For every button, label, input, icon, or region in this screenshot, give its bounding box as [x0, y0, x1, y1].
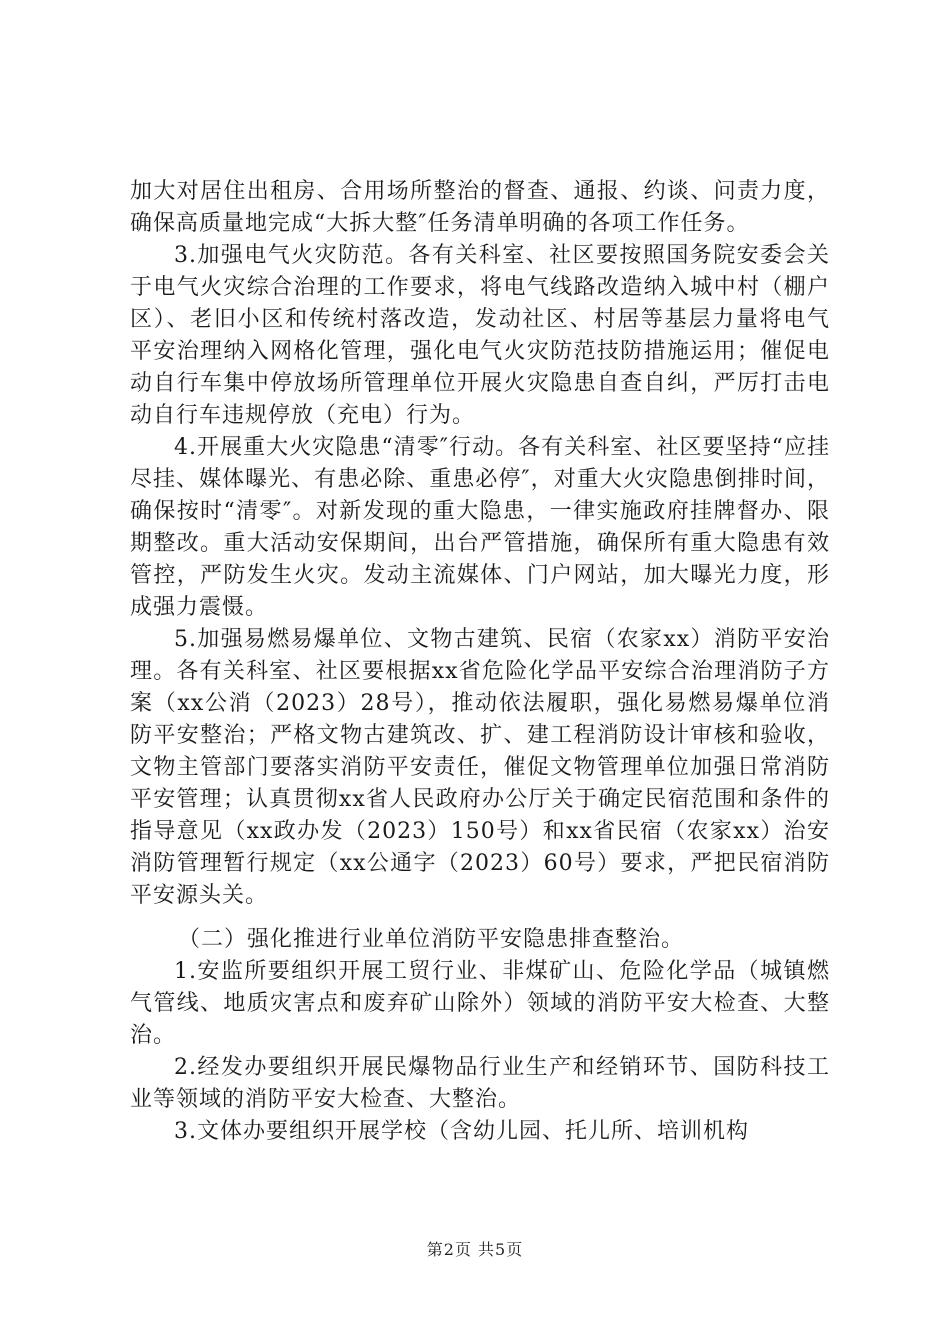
page-indicator: 第2页 共5页 — [426, 1240, 524, 1259]
section-heading-2: （二）强化推进行业单位消防平安隐患排查整治。 — [178, 927, 685, 952]
paragraph-sec2-item-1: 1.安监所要组织开展工贸行业、非煤矿山、危险化学品（城镇燃气管线、地质灾害点和废弃矿山除外）领域的消防平安大检查、大整治。 — [130, 959, 830, 1048]
paragraph-sec2-item-3: 3.文体办要组织开展学校（含幼儿园、托儿所、培训机构 — [174, 1119, 749, 1144]
document-body — [130, 176, 830, 1148]
paragraph-item-4-hazard-clearance: 4.开展重大火灾隐患“清零″行动。各有关科室、社区要坚持“应挂尽挂、媒体曝光、有患必除、重患必停″，对重大火灾隐患倒排时间，确保按时“清零″。对新发现的重大隐患，一律实施政府挂牌督办、限期整改。重大活动安保期间，出台严管措施，确保所有重大隐患有效管控，严防发生火灾。发动主流媒体、门户网站，加大曝光力度，形成强力震慑。 — [130, 435, 830, 620]
paragraph-item-3-electrical-fire: 3.加强电气火灾防范。各有关科室、社区要按照国务院安委会关于电气火灾综合治理的工作要求，将电气线路改造纳入城中村（棚户区）、老旧小区和传统村落改造，发动社区、村居等基层力量将电气平安治理纳入网格化管理，强化电气火灾防范技防措施运用；催促电动自行车集中停放场所管理单位开展火灾隐患自查自纠，严厉打击电动自行车违规停放（充电）行为。 — [130, 243, 830, 428]
paragraph-item-5-flammable-units: 5.加强易燃易爆单位、文物古建筑、民宿（农家xx）消防平安治理。各有关科室、社区要根据xx省危险化学品平安综合治理消防子方案（xx公消（2023）28号），推动依法履职，强化易燃易爆单位消防平安整治；严格文物古建筑改、扩、建工程消防设计审核和验收，文物主管部门要落实消防平安责任，催促文物管理单位加强日常消防平安管理；认真贯彻xx省人民政府办公厅关于确定民宿范围和条件的指导意见（xx政办发（2023）150号）和xx省民宿（农家xx）治安消防管理暂行规定（xx公通字（2023）60号）要求，严把民宿消防平安源头关。 — [130, 627, 830, 908]
paragraph-sec2-item-2: 2.经发办要组织开展民爆物品行业生产和经销环节、国防科技工业等领域的消防平安大检查、大整治。 — [130, 1055, 830, 1112]
paragraph-continuation: 加大对居住出租房、合用场所整治的督查、通报、约谈、问责力度，确保高质量地完成“大拆大整″任务清单明确的各项工作任务。 — [130, 179, 830, 236]
page-footer — [0, 1240, 950, 1260]
